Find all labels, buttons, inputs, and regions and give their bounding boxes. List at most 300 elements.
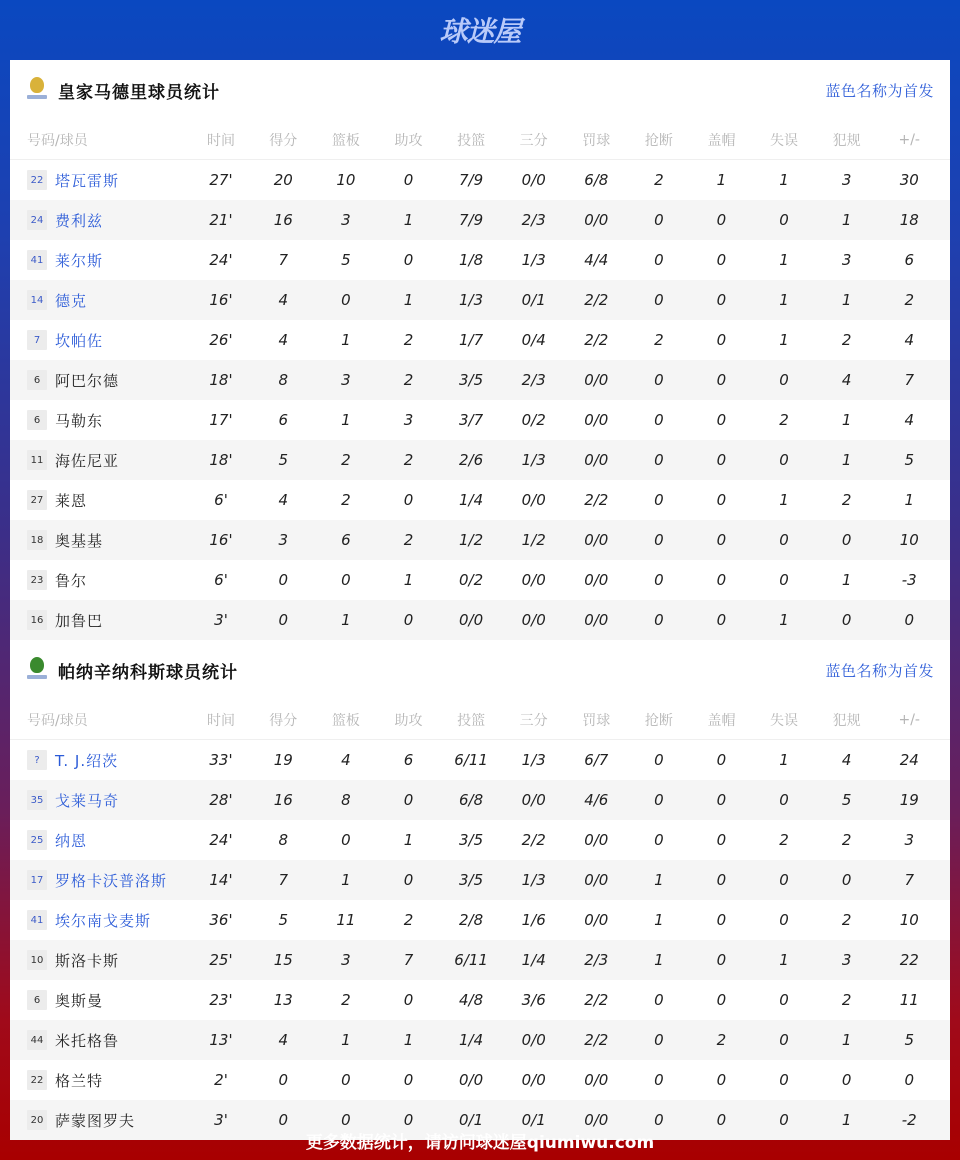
jersey-number-badge: 6 <box>27 990 47 1010</box>
column-header[interactable]: 得分 <box>269 712 298 729</box>
jersey-number-badge: 6 <box>27 370 47 390</box>
player-cell <box>10 1070 190 1091</box>
stat-cell: 0 <box>779 911 789 929</box>
stat-cell: 0 <box>716 411 727 429</box>
player-cell <box>10 610 190 631</box>
table-row[interactable] <box>10 320 950 360</box>
column-header[interactable]: 篮板 <box>331 132 360 149</box>
stat-cell: 1 <box>779 291 789 309</box>
stat-cell: 6 <box>341 531 351 549</box>
player-cell <box>10 330 190 351</box>
stat-cell: 2 <box>403 371 414 389</box>
stat-cell: 2 <box>403 451 414 469</box>
column-header[interactable]: +/- <box>898 131 920 148</box>
stat-cell: 5 <box>341 251 351 269</box>
stat-cell: 0/0 <box>584 1071 609 1089</box>
stat-cell: 16 <box>273 791 293 809</box>
column-header[interactable]: 失误 <box>770 132 799 149</box>
stat-cell: 1/4 <box>521 951 546 969</box>
jersey-number-badge: ? <box>27 750 47 770</box>
jersey-number-badge: 7 <box>27 330 47 350</box>
stat-cell: 0 <box>716 991 727 1009</box>
stat-cell: 2 <box>904 291 914 309</box>
stat-cell: 18' <box>209 451 233 469</box>
stat-cell: 17' <box>209 411 233 429</box>
column-header[interactable]: 时间 <box>207 712 235 729</box>
column-header[interactable]: 得分 <box>269 132 298 149</box>
stat-cell: 1 <box>341 871 351 889</box>
stat-cell: 5 <box>841 791 852 809</box>
stat-cell: 3/5 <box>459 831 484 849</box>
column-header[interactable]: 投篮 <box>457 132 486 149</box>
stat-cell: 1/3 <box>521 751 546 769</box>
team-section <box>10 640 950 1140</box>
column-header[interactable]: 助攻 <box>394 712 423 729</box>
player-cell <box>10 530 190 551</box>
stat-cell: 10 <box>899 911 919 929</box>
stat-cell: 0 <box>403 251 414 269</box>
table-row[interactable] <box>10 980 950 1020</box>
stat-cell: 0/0 <box>459 1071 484 1089</box>
stat-cell: 1 <box>654 911 664 929</box>
brand-logo: 球迷屋 <box>439 15 521 48</box>
stat-cell: 2/2 <box>584 331 609 349</box>
stat-cell: 23' <box>209 991 233 1009</box>
stat-cell: 2 <box>841 911 852 929</box>
stat-cell: 6/11 <box>454 751 488 769</box>
stat-cell: 24 <box>899 751 919 769</box>
stat-cell: 0/0 <box>521 491 546 509</box>
stat-cell: 0 <box>654 1031 664 1049</box>
stat-cell: 0 <box>278 1071 289 1089</box>
stat-cell: 1 <box>779 951 789 969</box>
stat-cell: 1 <box>403 831 414 849</box>
player-name-link[interactable]: 奥基基 <box>55 531 104 550</box>
player-name-link[interactable]: 莱尔斯 <box>55 251 104 270</box>
stat-cell: 2/2 <box>584 1031 609 1049</box>
stat-cell: 0 <box>716 331 727 349</box>
player-cell <box>10 570 190 591</box>
jersey-number-badge: 6 <box>27 410 47 430</box>
table-row[interactable] <box>10 520 950 560</box>
table-row[interactable] <box>10 360 950 400</box>
stat-cell: 0 <box>779 1031 789 1049</box>
player-name-link[interactable]: 坎帕佐 <box>55 331 104 350</box>
stat-cell: 4 <box>278 491 289 509</box>
starter-legend: 蓝色名称为首发 <box>825 662 934 680</box>
stat-cell: 0 <box>716 751 727 769</box>
stat-cell: 26' <box>209 331 233 349</box>
stat-cell: 0/0 <box>521 1031 546 1049</box>
table-row[interactable] <box>10 400 950 440</box>
jersey-number-badge: 22 <box>27 170 47 190</box>
stat-cell: 0/0 <box>584 451 609 469</box>
stat-cell: 2 <box>779 411 789 429</box>
player-name-link[interactable]: 马勒东 <box>55 411 104 430</box>
table-row[interactable] <box>10 780 950 820</box>
real-madrid-crest-icon <box>26 77 48 103</box>
stat-cell: 4 <box>278 1031 289 1049</box>
stat-cell: 4 <box>904 331 914 349</box>
table-row[interactable] <box>10 740 950 780</box>
jersey-number-badge: 27 <box>27 490 47 510</box>
stat-cell: 7 <box>278 251 289 269</box>
stat-cell: 0/0 <box>584 831 609 849</box>
top-banner <box>0 0 960 60</box>
jersey-number-badge: 25 <box>27 830 47 850</box>
column-header-player[interactable]: 号码/球员 <box>27 132 88 149</box>
player-name-link[interactable]: 罗格卡沃普洛斯 <box>55 871 168 890</box>
stat-cell: 0 <box>779 451 789 469</box>
stat-cell: 0 <box>716 571 727 589</box>
stat-cell: 13 <box>273 991 293 1009</box>
stat-cell: 1 <box>403 1031 414 1049</box>
stat-cell: 0 <box>403 871 414 889</box>
stat-cell: 0 <box>716 911 727 929</box>
table-row[interactable] <box>10 280 950 320</box>
stat-cell: 2/2 <box>584 991 609 1009</box>
jersey-number-badge: 44 <box>27 1030 47 1050</box>
stat-cell: 2 <box>841 331 852 349</box>
stat-cell: 19 <box>899 791 919 809</box>
player-cell <box>10 950 190 971</box>
stat-cell: 1 <box>841 411 852 429</box>
player-name-link[interactable]: T. J.绍茨 <box>55 751 119 770</box>
column-header-player[interactable]: 号码/球员 <box>27 712 88 729</box>
stat-cell: 0/0 <box>584 1111 609 1129</box>
stat-cell: 2' <box>214 1071 228 1089</box>
stat-cell: 6 <box>278 411 289 429</box>
table-row[interactable] <box>10 900 950 940</box>
stat-cell: 1/4 <box>459 1031 484 1049</box>
stat-cell: 20 <box>273 171 293 189</box>
stat-cell: 1 <box>841 571 852 589</box>
stat-cell: 4 <box>841 371 852 389</box>
player-cell <box>10 750 190 771</box>
stat-cell: 3 <box>278 531 289 549</box>
team-section <box>10 60 950 640</box>
stat-cell: 0 <box>716 211 727 229</box>
player-name-link[interactable]: 萨蒙图罗夫 <box>55 1111 136 1130</box>
stat-cell: 0 <box>654 251 664 269</box>
stat-cell: 8 <box>278 371 289 389</box>
column-header[interactable]: 犯规 <box>832 712 861 729</box>
column-header[interactable]: 时间 <box>207 132 235 149</box>
player-name-link[interactable]: 奥斯曼 <box>55 991 104 1010</box>
stat-cell: 0 <box>654 531 664 549</box>
stat-cell: 0 <box>779 571 789 589</box>
stat-cell: 4 <box>904 411 914 429</box>
stat-cell: 0 <box>341 291 351 309</box>
stat-cell: 3/7 <box>459 411 484 429</box>
table-row[interactable] <box>10 600 950 640</box>
player-cell <box>10 1030 190 1051</box>
column-header[interactable]: 罚球 <box>582 132 611 149</box>
stat-cell: 1/8 <box>459 251 484 269</box>
stat-cell: 4/6 <box>584 791 609 809</box>
stat-cell: 0 <box>716 531 727 549</box>
stat-cell: 1 <box>841 1031 852 1049</box>
stat-cell: 0 <box>904 1071 914 1089</box>
table-row[interactable] <box>10 1020 950 1060</box>
player-cell <box>10 410 190 431</box>
stat-cell: 14' <box>209 871 233 889</box>
player-name-link[interactable]: 海佐尼亚 <box>55 451 120 470</box>
stat-cell: 0/1 <box>521 291 546 309</box>
jersey-number-badge: 17 <box>27 870 47 890</box>
stat-cell: 4 <box>278 291 289 309</box>
stats-card <box>10 60 950 1130</box>
stat-cell: 6 <box>904 251 914 269</box>
stat-cell: 0/0 <box>459 611 484 629</box>
player-name-link[interactable]: 加鲁巴 <box>55 611 104 630</box>
jersey-number-badge: 18 <box>27 530 47 550</box>
jersey-number-badge: 41 <box>27 250 47 270</box>
table-row[interactable] <box>10 200 950 240</box>
player-name-link[interactable]: 鲁尔 <box>55 571 88 590</box>
stat-cell: 2 <box>841 991 852 1009</box>
stat-cell: 3/5 <box>459 871 484 889</box>
stat-cell: 0 <box>654 791 664 809</box>
stat-cell: 5 <box>904 451 914 469</box>
stat-cell: 2 <box>403 531 414 549</box>
jersey-number-badge: 41 <box>27 910 47 930</box>
table-row[interactable] <box>10 480 950 520</box>
stat-cell: 4/4 <box>584 251 609 269</box>
stat-cell: 2/6 <box>459 451 484 469</box>
stat-cell: 2 <box>403 911 414 929</box>
stat-cell: 1 <box>779 251 789 269</box>
stat-cell: 0 <box>654 491 664 509</box>
stat-cell: 1 <box>341 1031 351 1049</box>
stat-cell: 16 <box>273 211 293 229</box>
stat-cell: 0 <box>716 291 727 309</box>
stat-cell: 24' <box>209 831 233 849</box>
stat-cell: 16' <box>209 291 233 309</box>
player-name-link[interactable]: 纳恩 <box>55 831 88 850</box>
stat-cell: 0/1 <box>459 1111 484 1129</box>
table-row[interactable] <box>10 820 950 860</box>
stat-cell: 0 <box>779 371 789 389</box>
jersey-number-badge: 11 <box>27 450 47 470</box>
stat-cell: 6' <box>214 571 228 589</box>
stat-cell: 33' <box>209 751 233 769</box>
stat-cell: 0/2 <box>521 411 546 429</box>
stat-cell: 19 <box>273 751 293 769</box>
column-header[interactable]: 三分 <box>519 712 548 729</box>
stat-cell: 3' <box>214 1111 228 1129</box>
stat-cell: 0 <box>278 611 289 629</box>
stat-cell: 0/0 <box>584 531 609 549</box>
table-body <box>10 160 950 640</box>
stat-cell: 0 <box>403 611 414 629</box>
column-header[interactable]: +/- <box>898 711 920 728</box>
stat-cell: 1 <box>403 211 414 229</box>
team-header <box>10 640 950 700</box>
stat-cell: 2 <box>841 831 852 849</box>
stat-cell: 3/5 <box>459 371 484 389</box>
stat-cell: 1 <box>841 291 852 309</box>
stat-cell: 7 <box>403 951 414 969</box>
table-row[interactable] <box>10 160 950 200</box>
table-row[interactable] <box>10 240 950 280</box>
column-header[interactable]: 失误 <box>770 712 799 729</box>
jersey-number-badge: 23 <box>27 570 47 590</box>
footer-link[interactable]: 更多数据统计，请访问球迷屋qiumiwu.com <box>305 1132 655 1153</box>
starter-legend: 蓝色名称为首发 <box>825 82 934 100</box>
stat-cell: 4 <box>841 751 852 769</box>
stat-cell: 2 <box>779 831 789 849</box>
player-name-link[interactable]: 格兰特 <box>55 1071 104 1090</box>
table-row[interactable] <box>10 940 950 980</box>
stat-cell: 3 <box>403 411 414 429</box>
stat-cell: 2 <box>716 1031 727 1049</box>
stat-cell: 0/0 <box>521 1071 546 1089</box>
stat-cell: 0 <box>403 1071 414 1089</box>
stat-cell: 0 <box>403 791 414 809</box>
column-header[interactable]: 盖帽 <box>707 712 736 729</box>
stat-cell: 0 <box>904 611 914 629</box>
stat-cell: 6 <box>403 751 414 769</box>
stat-cell: 3' <box>214 611 228 629</box>
jersey-number-badge: 24 <box>27 210 47 230</box>
stat-cell: 0 <box>403 491 414 509</box>
stat-cell: 0 <box>779 791 789 809</box>
stat-cell: 0 <box>841 531 852 549</box>
player-name-link[interactable]: 塔瓦雷斯 <box>55 171 120 190</box>
stat-cell: 0/0 <box>584 371 609 389</box>
column-header[interactable]: 罚球 <box>582 712 611 729</box>
player-cell <box>10 910 190 931</box>
stat-cell: 0/0 <box>521 791 546 809</box>
stat-cell: 6/8 <box>584 171 609 189</box>
column-header[interactable]: 三分 <box>519 132 548 149</box>
stat-cell: 0/0 <box>521 171 546 189</box>
player-name-link[interactable]: 埃尔南戈麦斯 <box>55 911 152 930</box>
stat-cell: 24' <box>209 251 233 269</box>
player-cell <box>10 490 190 511</box>
stat-cell: 2 <box>341 491 351 509</box>
stat-cell: 3 <box>841 171 852 189</box>
stat-cell: 0 <box>716 251 727 269</box>
stat-cell: 0/1 <box>521 1111 546 1129</box>
stat-cell: 6/7 <box>584 751 609 769</box>
stat-cell: 1/3 <box>521 451 546 469</box>
column-header[interactable]: 抢断 <box>644 132 673 149</box>
stat-cell: 0 <box>341 1111 351 1129</box>
stat-cell: 0 <box>278 1111 289 1129</box>
stat-cell: 18' <box>209 371 233 389</box>
player-name-link[interactable]: 戈莱马奇 <box>55 791 120 810</box>
team-title: 帕纳辛纳科斯球员统计 <box>58 662 238 683</box>
stat-cell: 0 <box>779 1071 789 1089</box>
stat-cell: 1 <box>841 451 852 469</box>
stat-cell: 3 <box>341 371 351 389</box>
team-title: 皇家马德里球员统计 <box>58 82 220 103</box>
stat-cell: 1 <box>654 951 664 969</box>
stat-cell: 0 <box>779 531 789 549</box>
stat-cell: 1 <box>341 411 351 429</box>
stat-cell: 1 <box>779 171 789 189</box>
player-cell <box>10 210 190 231</box>
stat-cell: 0 <box>278 571 289 589</box>
stat-cell: 1/3 <box>521 251 546 269</box>
stat-cell: 1/2 <box>521 531 546 549</box>
stat-cell: 0 <box>841 871 852 889</box>
column-header[interactable]: 盖帽 <box>707 132 736 149</box>
stat-cell: 36' <box>209 911 233 929</box>
column-header[interactable]: 犯规 <box>832 132 861 149</box>
stat-cell: 0 <box>403 991 414 1009</box>
stat-cell: 25' <box>209 951 233 969</box>
stat-cell: 0 <box>716 871 727 889</box>
stat-cell: 2/8 <box>459 911 484 929</box>
stat-cell: 7/9 <box>459 211 484 229</box>
column-header[interactable]: 抢断 <box>644 712 673 729</box>
stat-cell: 2 <box>654 171 664 189</box>
panathinaikos-crest-icon <box>26 657 48 683</box>
table-row[interactable] <box>10 560 950 600</box>
stat-cell: 1/3 <box>521 871 546 889</box>
stat-cell: 1 <box>341 611 351 629</box>
stat-cell: 7 <box>904 371 914 389</box>
player-name-link[interactable]: 费利兹 <box>55 211 104 230</box>
column-header[interactable]: 篮板 <box>331 712 360 729</box>
stat-cell: 0/0 <box>584 911 609 929</box>
player-name-link[interactable]: 莱恩 <box>55 491 88 510</box>
stat-cell: 0 <box>716 1071 727 1089</box>
player-name-link[interactable]: 斯洛卡斯 <box>55 951 120 970</box>
stat-cell: 3 <box>841 951 852 969</box>
table-row[interactable] <box>10 860 950 900</box>
player-name-link[interactable]: 德克 <box>55 291 88 310</box>
player-name-link[interactable]: 阿巴尔德 <box>55 371 120 390</box>
stat-cell: 2 <box>341 451 351 469</box>
stat-cell: 0 <box>654 571 664 589</box>
column-header[interactable]: 投篮 <box>457 712 486 729</box>
stat-cell: 1 <box>779 751 789 769</box>
stat-cell: 0 <box>716 791 727 809</box>
stat-cell: 1 <box>403 291 414 309</box>
table-row[interactable] <box>10 1060 950 1100</box>
stat-cell: 0 <box>403 1111 414 1129</box>
player-cell <box>10 790 190 811</box>
stat-cell: 0 <box>779 1111 789 1129</box>
column-header[interactable]: 助攻 <box>394 132 423 149</box>
stat-cell: 1/6 <box>521 911 546 929</box>
stat-cell: 13' <box>209 1031 233 1049</box>
stat-cell: 1/4 <box>459 491 484 509</box>
player-cell <box>10 990 190 1011</box>
stat-cell: 1 <box>841 1111 852 1129</box>
stat-cell: 2/3 <box>584 951 609 969</box>
stat-cell: 2/2 <box>521 831 546 849</box>
stat-cell: 0 <box>654 411 664 429</box>
stat-cell: 0 <box>654 451 664 469</box>
stat-cell: 0/0 <box>584 211 609 229</box>
stat-cell: 27' <box>209 171 233 189</box>
stat-cell: 0/0 <box>521 571 546 589</box>
stat-cell: 5 <box>904 1031 914 1049</box>
stat-cell: 28' <box>209 791 233 809</box>
stat-cell: 1 <box>841 211 852 229</box>
stat-cell: -2 <box>901 1111 917 1129</box>
player-cell <box>10 830 190 851</box>
table-row[interactable] <box>10 440 950 480</box>
stat-cell: 4/8 <box>459 991 484 1009</box>
player-name-link[interactable]: 米托格鲁 <box>55 1031 120 1050</box>
stat-cell: 0/4 <box>521 331 546 349</box>
